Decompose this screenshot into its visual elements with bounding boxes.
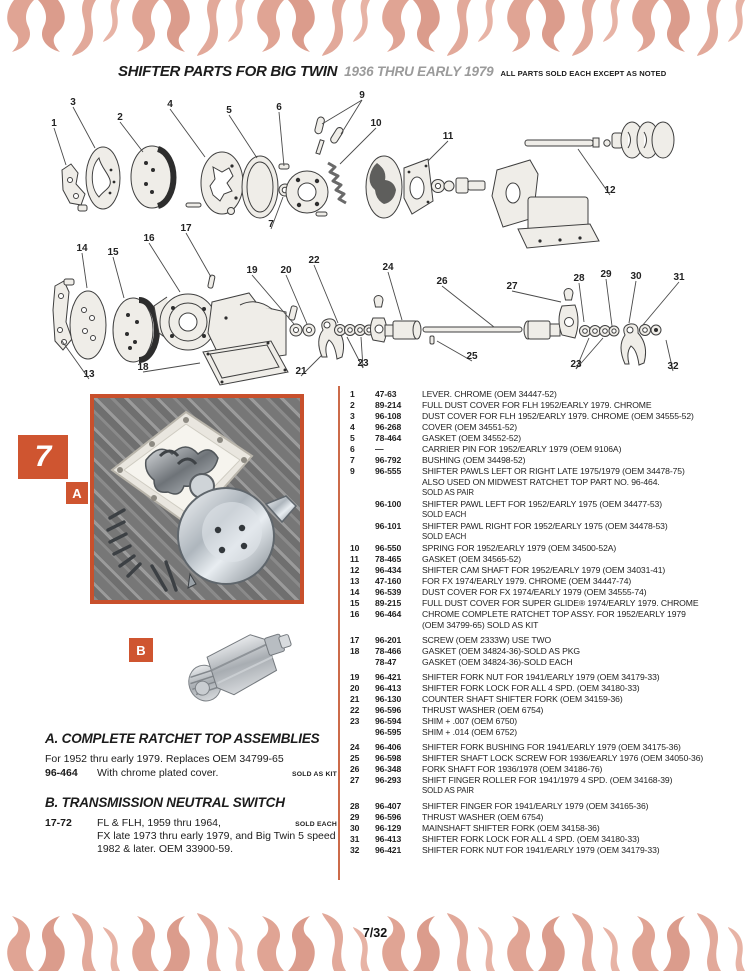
callout-leader-line <box>629 281 636 323</box>
part-washers-shims-right-illustration <box>580 326 620 337</box>
flame-pattern-top-svg <box>0 0 750 58</box>
parts-row-part-number: 96-201 <box>375 635 402 645</box>
parts-row <box>350 694 668 705</box>
parts-row-description: SHIM + .007 (OEM 6750) <box>422 716 517 726</box>
parts-row <box>350 587 668 598</box>
photo-a-illustration <box>94 398 300 600</box>
parts-row-description: SPRING FOR 1952/EARLY 1979 (OEM 34500-52A) <box>422 543 617 553</box>
parts-row-num: 2 <box>350 400 355 410</box>
part-shifter-finger-illustration <box>559 289 578 339</box>
parts-row-part-number: 78-47 <box>375 657 397 667</box>
parts-row <box>350 422 668 433</box>
parts-row-part-number: 96-348 <box>375 764 402 774</box>
parts-row-description: SHIFTER CAM SHAFT FOR 1952/EARLY 1979 (OEM 34031-41) <box>422 565 666 575</box>
callout-number: 22 <box>308 255 320 266</box>
parts-row-part-number: 96-413 <box>375 834 402 844</box>
parts-row-description: COVER (OEM 34551-52) <box>422 422 517 432</box>
part-lever-illustration <box>62 164 87 211</box>
parts-row <box>350 466 685 477</box>
parts-row <box>350 499 668 510</box>
parts-row <box>350 532 668 543</box>
section-a-sold-note: SOLD AS KIT <box>292 771 337 778</box>
parts-row <box>350 834 668 845</box>
parts-row-description: SOLD AS PAIR <box>422 488 474 497</box>
parts-row-num: 19 <box>350 672 360 682</box>
callout-number: 30 <box>630 271 642 282</box>
section-b-part-row <box>45 817 337 856</box>
parts-row-part-number: 96-108 <box>375 411 402 421</box>
parts-row <box>350 823 668 834</box>
parts-row-description: CARRIER PIN FOR 1952/EARLY 1979 (OEM 9106A) <box>422 444 622 454</box>
parts-row-part-number: 96-413 <box>375 683 402 693</box>
callout-number: 15 <box>107 247 119 258</box>
part-dust-cover-illustration <box>86 147 120 209</box>
part-gasket-plate-illustration <box>404 159 433 214</box>
callout-leader-line <box>149 243 180 292</box>
parts-row-part-number: 96-101 <box>375 521 402 531</box>
section-a-part-number: 96-464 <box>45 767 78 779</box>
parts-row-description: SHIFTER SHAFT LOCK SCREW FOR 1936/EARLY 1976 (OEM 34050-36) <box>422 753 704 763</box>
callout-number: 16 <box>143 233 155 244</box>
callout-number: 19 <box>246 265 258 276</box>
callout-leader-line <box>120 122 143 152</box>
parts-row-num: 25 <box>350 753 360 763</box>
parts-row <box>350 845 668 856</box>
parts-row-num: 10 <box>350 543 360 553</box>
callout-leader-line <box>82 253 87 288</box>
flame-border-bottom <box>0 911 750 971</box>
parts-row-description: SCREW (OEM 2333W) USE TWO <box>422 635 552 645</box>
part-cam-shaft-illustration <box>525 122 674 158</box>
part-fork-nut-washer-illustration <box>290 324 315 336</box>
parts-row-part-number: 96-464 <box>375 609 402 619</box>
parts-row-num: 18 <box>350 646 360 656</box>
parts-row-description: GASKET (OEM 34824-36)-SOLD EACH <box>422 657 573 667</box>
part-cover-illustration <box>186 152 243 215</box>
parts-row-description: SHIFT FINGER ROLLER FOR 1941/1979 4 SPD. (OEM 34168-39) <box>422 775 673 785</box>
parts-row-part-number: 47-160 <box>375 576 402 586</box>
section-a-heading: A. COMPLETE RATCHET TOP ASSEMBLIES <box>45 731 320 746</box>
parts-row-description: FULL DUST COVER FOR SUPER GLIDE® 1974/EARLY 1979. CHROME <box>422 598 699 608</box>
parts-row-description: SHIFTER FORK LOCK FOR ALL 4 SPD. (OEM 34180-33) <box>422 683 640 693</box>
parts-row-description: SHIFTER FINGER FOR 1941/EARLY 1979 (OEM 34165-36) <box>422 801 649 811</box>
parts-row-description: SHIFTER FORK NUT FOR 1941/EARLY 1979 (OEM 34179-33) <box>422 845 660 855</box>
parts-row-num: 26 <box>350 764 360 774</box>
page-title-years: 1936 THRU EARLY 1979 <box>344 64 494 79</box>
parts-row-num: 4 <box>350 422 355 432</box>
parts-row-num: 15 <box>350 598 360 608</box>
parts-row-description: DUST COVER FOR FLH 1952/EARLY 1979. CHROME (OEM 34555-52) <box>422 411 694 421</box>
parts-row <box>350 786 668 797</box>
parts-row-num: 20 <box>350 683 360 693</box>
parts-row-description: SHIFTER FORK LOCK FOR ALL 4 SPD. (OEM 34180-33) <box>422 834 640 844</box>
parts-row <box>350 812 668 823</box>
parts-row-description: SHIFTER FORK BUSHING FOR 1941/EARLY 1979 (OEM 34175-36) <box>422 742 681 752</box>
parts-row-part-number: 78-466 <box>375 646 402 656</box>
section-b-line3: 1982 & later. OEM 33900-59. <box>97 843 234 855</box>
part-full-dust-cover-illustration <box>131 146 173 208</box>
parts-row-part-number: 96-596 <box>375 705 402 715</box>
part-right-bushing-illustration <box>524 321 560 339</box>
parts-row-num: 7 <box>350 455 355 465</box>
parts-row-description: SHIM + .014 (OEM 6752) <box>422 727 517 737</box>
parts-row <box>350 488 668 499</box>
callout-number: 20 <box>280 265 292 276</box>
parts-row-part-number: 89-215 <box>375 598 402 608</box>
parts-row-num: 23 <box>350 716 360 726</box>
callout-leader-line <box>314 265 338 323</box>
parts-row-description: MAINSHAFT SHIFTER FORK (OEM 34158-36) <box>422 823 600 833</box>
parts-list <box>350 389 704 856</box>
parts-row <box>350 705 668 716</box>
parts-row <box>350 510 668 521</box>
parts-row-description: SOLD AS PAIR <box>422 786 474 795</box>
part-ratchet-cover-illustration <box>366 156 402 218</box>
parts-row-part-number: 96-100 <box>375 499 402 509</box>
photo-a-label: A <box>72 485 82 501</box>
parts-row <box>350 400 668 411</box>
callout-number: 21 <box>295 366 307 377</box>
section-a-part-desc: With chrome plated cover. <box>97 767 219 779</box>
parts-row <box>350 576 668 587</box>
callout-leader-line <box>340 128 376 164</box>
callout-leader-line <box>642 282 679 326</box>
parts-row-part-number: 96-407 <box>375 801 402 811</box>
parts-row-description: FOR FX 1974/EARLY 1979. CHROME (OEM 34447-74) <box>422 576 632 586</box>
callout-number: 12 <box>604 185 616 196</box>
callout-leader-line <box>579 283 584 322</box>
section-a-line1: For 1952 thru early 1979. Replaces OEM 34799-65 <box>45 753 284 765</box>
page-header <box>118 63 738 80</box>
parts-row <box>350 598 699 609</box>
callout-number: 4 <box>167 99 173 110</box>
parts-row <box>350 646 668 657</box>
column-divider <box>338 386 340 880</box>
parts-row-num: 24 <box>350 742 360 752</box>
parts-row-description: CHROME COMPLETE RATCHET TOP ASSY. FOR 1952/EARLY 1979 <box>422 609 686 619</box>
photo-ratchet-top-assembly <box>90 394 304 604</box>
callout-leader-line <box>322 100 362 124</box>
parts-row-part-number: 96-596 <box>375 812 402 822</box>
callout-leader-line <box>341 100 362 134</box>
section-b-heading: B. TRANSMISSION NEUTRAL SWITCH <box>45 795 285 810</box>
callout-leader-line <box>170 109 205 157</box>
chapter-tab <box>18 435 68 479</box>
callout-leader-line <box>186 233 211 277</box>
callout-leader-line <box>388 272 402 320</box>
parts-row-part-number: 89-214 <box>375 400 402 410</box>
callout-number: 25 <box>466 351 478 362</box>
part-washers-shims-left-illustration <box>335 325 375 336</box>
parts-row <box>350 389 668 400</box>
parts-row-num: 28 <box>350 801 360 811</box>
parts-row-description: THRUST WASHER (OEM 6754) <box>422 812 544 822</box>
parts-row <box>350 565 668 576</box>
parts-row-description: SHIFTER PAWL LEFT FOR 1952/EARLY 1975 (OEM 34477-53) <box>422 499 662 509</box>
callout-number: 18 <box>137 362 149 373</box>
callout-leader-line <box>512 291 561 302</box>
parts-row-description: SOLD EACH <box>422 532 467 541</box>
parts-row-description: GASKET (OEM 34824-36)-SOLD AS PKG <box>422 646 580 656</box>
page-title: SHIFTER PARTS FOR BIG TWIN <box>118 63 338 80</box>
parts-row-description: GASKET (OEM 34565-52) <box>422 554 521 564</box>
part-ratchet-top-assembly-illustration <box>154 294 216 350</box>
parts-row-num: 27 <box>350 775 360 785</box>
parts-row-description: DUST COVER FOR FX 1974/EARLY 1979 (OEM 34555-74) <box>422 587 647 597</box>
parts-row-part-number: — <box>375 444 384 454</box>
parts-row <box>350 543 668 554</box>
parts-row-part-number: 96-792 <box>375 455 402 465</box>
callout-leader-line <box>73 107 95 148</box>
bottom-sections <box>45 731 337 856</box>
parts-row-description: BUSHING (OEM 34498-52) <box>422 455 526 465</box>
callout-number: 11 <box>442 131 454 142</box>
parts-row-num: 13 <box>350 576 360 586</box>
part-gasket-illustration <box>242 156 278 218</box>
parts-row-description: GASKET (OEM 34552-52) <box>422 433 521 443</box>
parts-row <box>350 716 668 727</box>
parts-row-description: SHIFTER PAWL RIGHT FOR 1952/EARLY 1975 (OEM 34478-53) <box>422 521 668 531</box>
parts-row <box>350 683 668 694</box>
section-a-part-row <box>45 767 337 779</box>
parts-row <box>350 620 668 631</box>
photo-a-badge <box>66 482 88 504</box>
parts-row <box>350 554 668 565</box>
parts-row-num: 30 <box>350 823 360 833</box>
parts-row-num: 9 <box>350 466 355 476</box>
section-b-line2: FX late 1973 thru early 1979, and Big Twin 5 speed <box>97 830 336 842</box>
parts-row-description: SOLD EACH <box>422 510 467 519</box>
parts-row-part-number: 96-594 <box>375 716 402 726</box>
part-top-cover-bracket-illustration <box>492 160 599 248</box>
parts-row-description: SHIFTER PAWLS LEFT OR RIGHT LATE 1975/1979 (OEM 34478-75) <box>422 466 685 476</box>
section-b-line1: FL & FLH, 1959 thru 1964, <box>97 817 221 829</box>
parts-row <box>350 672 668 683</box>
parts-row <box>350 455 668 466</box>
part-sg-dust-cover-illustration <box>113 298 157 362</box>
section-b-sold-note: SOLD EACH <box>295 821 337 828</box>
parts-row-num: 1 <box>350 389 355 399</box>
section-b-part-number: 17-72 <box>45 817 72 829</box>
section-b <box>45 795 337 856</box>
callout-leader-line <box>428 141 448 161</box>
parts-row-num: 12 <box>350 565 360 575</box>
callout-number: 6 <box>276 102 282 113</box>
parts-row-description: COUNTER SHAFT SHIFTER FORK (OEM 34159-36) <box>422 694 623 704</box>
callout-leader-line <box>279 112 284 166</box>
parts-row-description: ALSO USED ON MIDWEST RATCHET TOP PART NO. 96-464. <box>422 477 660 487</box>
parts-row-num: 11 <box>350 554 359 564</box>
parts-row-num: 3 <box>350 411 355 421</box>
parts-row-description: FORK SHAFT FOR 1936/1978 (OEM 34186-76) <box>422 764 603 774</box>
photo-b-illustration <box>163 610 313 715</box>
parts-row <box>350 635 668 646</box>
callout-number: 9 <box>359 90 365 101</box>
parts-row <box>350 657 668 668</box>
part-fx-dust-cover-illustration <box>70 291 106 359</box>
parts-row <box>350 477 668 488</box>
callout-number: 2 <box>117 112 123 123</box>
parts-row-num: 31 <box>350 834 360 844</box>
callout-number: 27 <box>506 281 518 292</box>
parts-row-part-number: 96-268 <box>375 422 402 432</box>
flame-pattern-bottom-svg <box>0 911 750 971</box>
parts-row-description: SHIFTER FORK NUT FOR 1941/EARLY 1979 (OEM 34179-33) <box>422 672 660 682</box>
parts-row-part-number: 96-129 <box>375 823 402 833</box>
callout-number: 24 <box>382 262 394 273</box>
parts-row-num: 6 <box>350 444 355 454</box>
parts-row <box>350 801 668 812</box>
callout-number: 7 <box>268 219 274 230</box>
parts-row-part-number: 96-598 <box>375 753 402 763</box>
parts-row-description: THRUST WASHER (OEM 6754) <box>422 705 544 715</box>
parts-row-part-number: 78-464 <box>375 433 402 443</box>
parts-row-num: 16 <box>350 609 360 619</box>
parts-row <box>350 753 704 764</box>
parts-row-part-number: 47-63 <box>375 389 397 399</box>
page-title-note: ALL PARTS SOLD EACH EXCEPT AS NOTED <box>500 69 667 78</box>
parts-row-num: 21 <box>350 694 360 704</box>
exploded-diagram <box>0 88 750 392</box>
parts-row <box>350 609 686 620</box>
callout-number: 31 <box>673 272 685 283</box>
callout-number: 23 <box>357 358 369 369</box>
parts-row <box>350 727 668 738</box>
section-b-text <box>97 817 337 856</box>
callout-number: 3 <box>70 97 76 108</box>
parts-row-part-number: 96-595 <box>375 727 402 737</box>
parts-row-description: FULL DUST COVER FOR FLH 1952/EARLY 1979. CHROME <box>422 400 652 410</box>
part-shifter-pawls-illustration <box>314 116 344 154</box>
parts-row-part-number: 96-421 <box>375 672 402 682</box>
callout-number: 23 <box>570 359 582 370</box>
callout-number: 29 <box>600 269 612 280</box>
callout-number: 26 <box>436 276 448 287</box>
parts-row-num: 22 <box>350 705 360 715</box>
parts-row-description: (OEM 34799-65) SOLD AS KIT <box>422 620 539 630</box>
callout-number: 13 <box>83 369 95 380</box>
part-washers-adapter-illustration <box>432 178 486 193</box>
callout-leader-line <box>54 128 66 165</box>
parts-row <box>350 433 668 444</box>
part-right-lock-nut-illustration <box>640 325 662 336</box>
photo-neutral-switch <box>163 610 313 715</box>
photo-b-badge <box>129 638 153 662</box>
callout-leader-line <box>606 279 612 326</box>
part-fork-bushing-illustration <box>385 321 421 339</box>
parts-row-num: 5 <box>350 433 355 443</box>
parts-row-description: LEVER. CHROME (OEM 34447-52) <box>422 389 557 399</box>
parts-row-part-number: 96-293 <box>375 775 402 785</box>
parts-row-num: 32 <box>350 845 360 855</box>
parts-row <box>350 775 673 786</box>
callout-number: 17 <box>180 223 192 234</box>
parts-row <box>350 764 668 775</box>
parts-row <box>350 411 694 422</box>
parts-row-part-number: 96-550 <box>375 543 402 553</box>
parts-row-num: 29 <box>350 812 360 822</box>
parts-row-part-number: 78-465 <box>375 554 402 564</box>
callout-leader-line <box>442 286 494 327</box>
callout-number: 28 <box>573 273 585 284</box>
parts-row <box>350 742 681 753</box>
callout-number: 5 <box>226 105 232 116</box>
photo-b-label: B <box>136 642 146 658</box>
callout-leader-line <box>113 257 124 298</box>
parts-row-part-number: 96-130 <box>375 694 402 704</box>
callout-leader-line <box>143 363 200 372</box>
callout-leader-line <box>229 115 257 158</box>
parts-row-num: 17 <box>350 635 360 645</box>
parts-row <box>350 521 668 532</box>
chapter-tab-number: 7 <box>34 440 52 473</box>
parts-row-part-number: 96-421 <box>375 845 402 855</box>
flame-border-top <box>0 0 750 58</box>
parts-row <box>350 444 668 455</box>
parts-row-part-number: 96-406 <box>375 742 402 752</box>
callout-number: 32 <box>667 361 679 372</box>
part-spring-illustration <box>328 163 346 203</box>
part-pawl-carrier-illustration <box>286 171 328 216</box>
parts-row-part-number: 96-434 <box>375 565 402 575</box>
callout-number: 1 <box>51 118 57 129</box>
parts-row-part-number: 96-555 <box>375 466 402 476</box>
part-roller-pin-left-illustration <box>371 296 387 343</box>
parts-row-num: 14 <box>350 587 360 597</box>
parts-row-part-number: 96-539 <box>375 587 402 597</box>
callout-number: 10 <box>370 118 382 129</box>
callout-number: 14 <box>76 243 88 254</box>
